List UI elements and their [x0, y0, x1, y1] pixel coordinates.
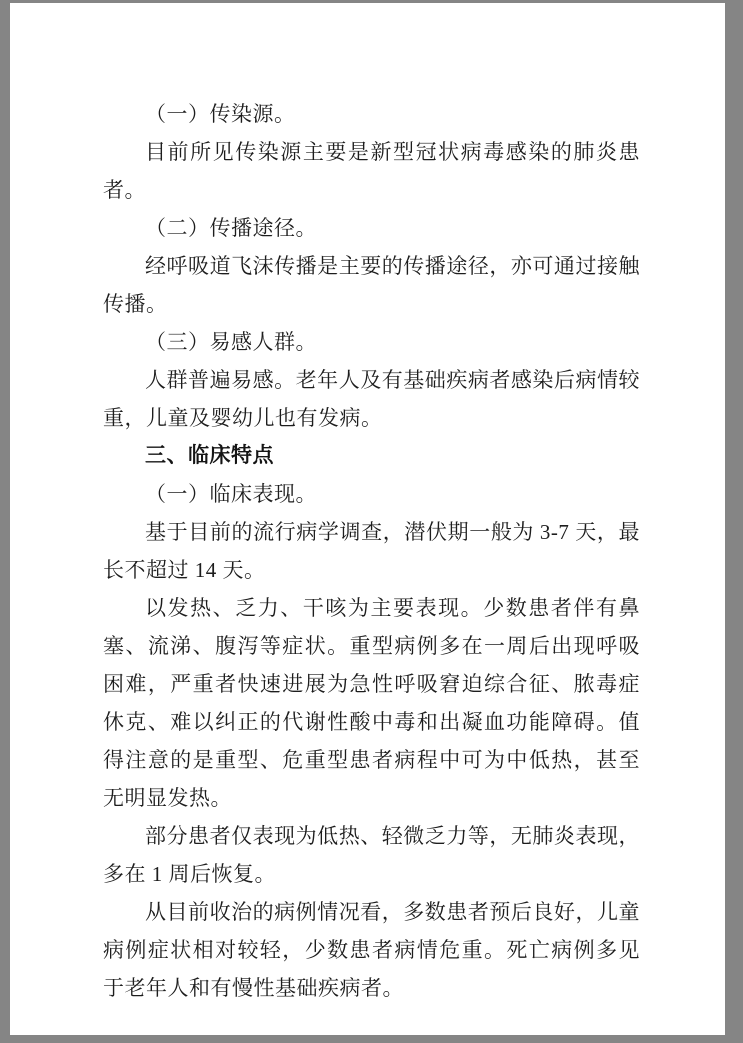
paragraph-infection-source-title: （一）传染源。 [145, 102, 296, 126]
paragraph-transmission-route-title: （二）传播途径。 [145, 216, 317, 240]
paragraph-mild-cases: 部分患者仅表现为低热、轻微乏力等，无肺炎表现，多在 1 周后恢复。 [103, 824, 640, 886]
paragraph-prognosis: 从目前收治的病例情况看，多数患者预后良好，儿童病例症状相对较轻，少数患者病情危重。死亡病例多见于老年人和有慢性基础疾病者。 [103, 900, 640, 1000]
paragraph-incubation-period: 基于目前的流行病学调查，潜伏期一般为 3-7 天，最长不超过 14 天。 [103, 520, 640, 582]
paragraph-main-symptoms: 以发热、乏力、干咳为主要表现。少数患者伴有鼻塞、流涕、腹泻等症状。重型病例多在一周后出现呼吸困难，严重者快速进展为急性呼吸窘迫综合征、脓毒症休克、难以纠正的代谢性酸中毒和出凝血功能障碍。值得注意的是重型、危重型患者病程中可为中低热，甚至无明显发热。 [103, 596, 640, 810]
paragraph-infection-source-body: 目前所见传染源主要是新型冠状病毒感染的肺炎患者。 [103, 140, 640, 202]
document-page [10, 3, 725, 1035]
paragraph-transmission-route-body: 经呼吸道飞沫传播是主要的传播途径，亦可通过接触传播。 [103, 254, 640, 316]
section-heading-clinical-features: 三、临床特点 [145, 444, 274, 467]
paragraph-susceptible-group-body: 人群普遍易感。老年人及有基础疾病者感染后病情较重，儿童及婴幼儿也有发病。 [103, 368, 640, 430]
paragraph-susceptible-group-title: （三）易感人群。 [145, 330, 317, 354]
paragraph-clinical-manifestation-title: （一）临床表现。 [145, 482, 317, 506]
document-text-block [10, 3, 725, 1007]
